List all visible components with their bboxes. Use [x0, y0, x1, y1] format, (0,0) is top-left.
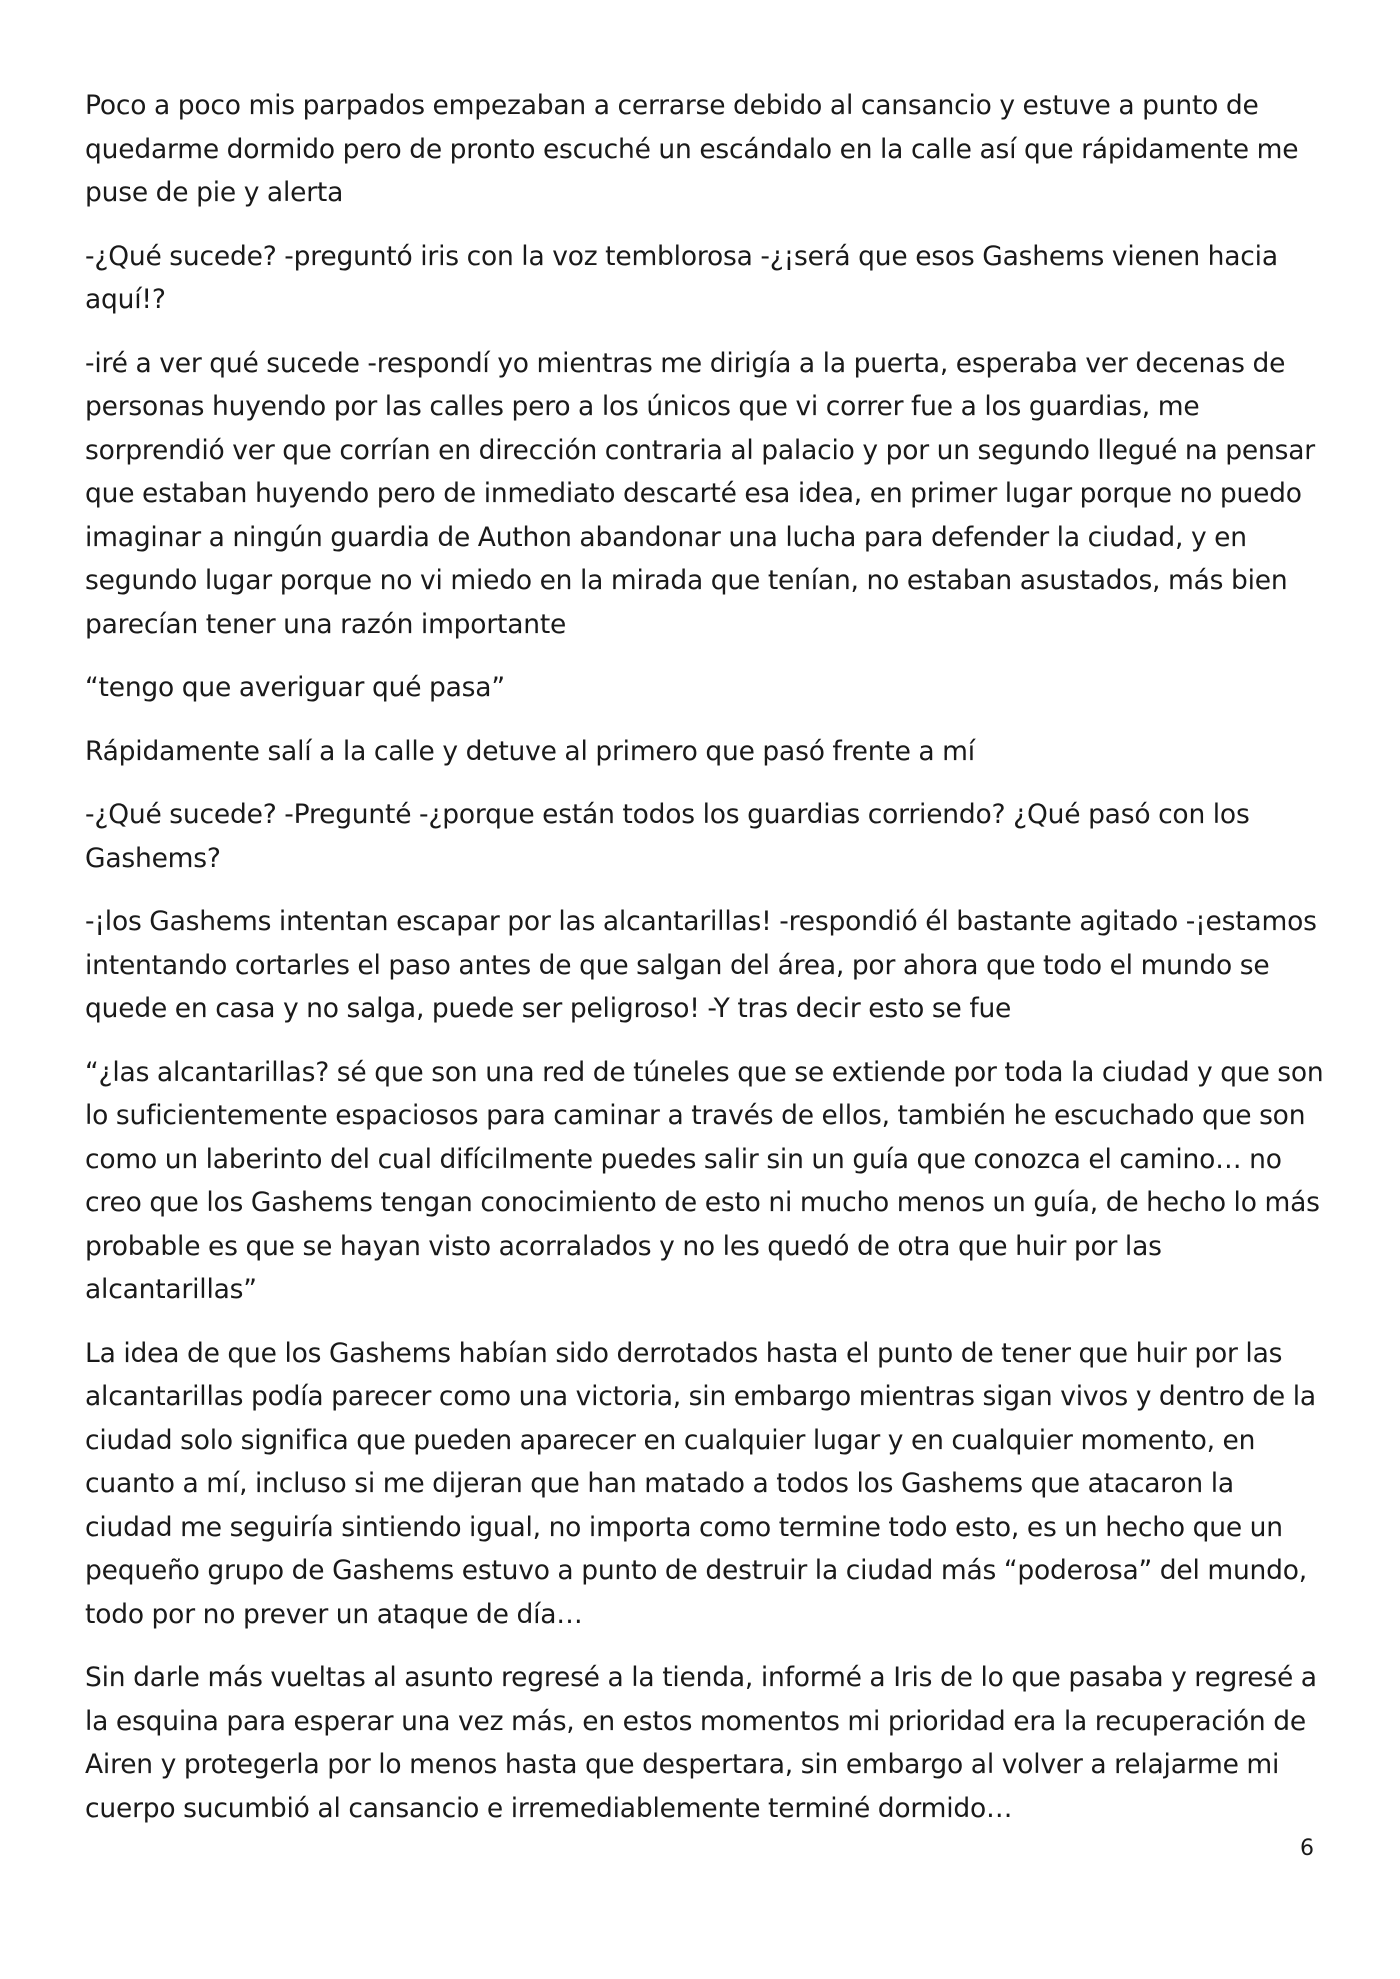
paragraph-9: La idea de que los Gashems habían sido derrotados hasta el punto de tener que huir por las alcantarillas podía parecer como una victoria, sin embargo mientras sigan vivos y dentro de la ciudad solo significa que pueden aparecer en cualquier lugar y en cualquier momento, en cuanto a mí, incluso si me dijeran que han matado a todos los Gashems que atacaron la ciudad me seguiría sintiendo igual, no importa como termine todo esto, es un hecho que un pequeño grupo de Gashems estuvo a punto de destruir la ciudad más “poderosa” del mundo, todo por no prever un ataque de día… — [85, 1337, 1316, 1630]
paragraph-6: -¿Qué sucede? -Pregunté -¿porque están todos los guardias corriendo? ¿Qué pasó con los Gashems? — [85, 799, 1250, 874]
paragraph-4: “tengo que averiguar qué pasa” — [85, 672, 505, 703]
body-text — [85, 84, 1325, 1850]
paragraph-10: Sin darle más vueltas al asunto regresé a la tienda, informé a Iris de lo que pasaba y regresé a la esquina para esperar una vez más, en estos momentos mi prioridad era la recuperación de Airen y protegerla por lo menos hasta que despertara, sin embargo al volver a relajarme mi cuerpo sucumbió al cansancio e irremediablemente terminé dormido… — [85, 1662, 1317, 1824]
page-number: 6 — [1300, 1836, 1314, 1861]
paragraph-7: -¡los Gashems intentan escapar por las alcantarillas! -respondió él bastante agitado -¡estamos intentando cortarles el paso antes de que salgan del área, por ahora que todo el mundo se quede en casa y no salga, puede ser peligroso! -Y tras decir esto se fue — [85, 906, 1317, 1024]
paragraph-8: “¿las alcantarillas? sé que son una red de túneles que se extiende por toda la ciudad y que son lo suficientemente espaciosos para caminar a través de ellos, también he escuchado que son como un laberinto del cual difícilmente puedes salir sin un guía que conozca el camino… no creo que los Gashems tengan conocimiento de esto ni mucho menos un guía, de hecho lo más probable es que se hayan visto acorralados y no les quedó de otra que huir por las alcantarillas” — [85, 1056, 1324, 1305]
paragraph-5: Rápidamente salí a la calle y detuve al primero que pasó frente a mí — [85, 735, 975, 767]
paragraph-3: -iré a ver qué sucede -respondí yo mientras me dirigía a la puerta, esperaba ver decenas de personas huyendo por las calles pero a los únicos que vi correr fue a los guardias, me sorprendió ver que corrían en dirección contraria al palacio y por un segundo llegué na pensar que estaban huyendo pero de inmediato descarté esa idea, en primer lugar porque no puedo imaginar a ningún guardia de Authon abandonar una lucha para defender la ciudad, y en segundo lugar porque no vi miedo en la mirada que tenían, no estaban asustados, más bien parecían tener una razón importante — [85, 347, 1315, 640]
paragraph-1: Poco a poco mis parpados empezaban a cerrarse debido al cansancio y estuve a punto de quedarme dormido pero de pronto escuché un escándalo en la calle así que rápidamente me puse de pie y alerta — [85, 90, 1299, 208]
paragraph-2: -¿Qué sucede? -preguntó iris con la voz temblorosa -¿¡será que esos Gashems vienen hacia aquí!? — [85, 240, 1278, 315]
